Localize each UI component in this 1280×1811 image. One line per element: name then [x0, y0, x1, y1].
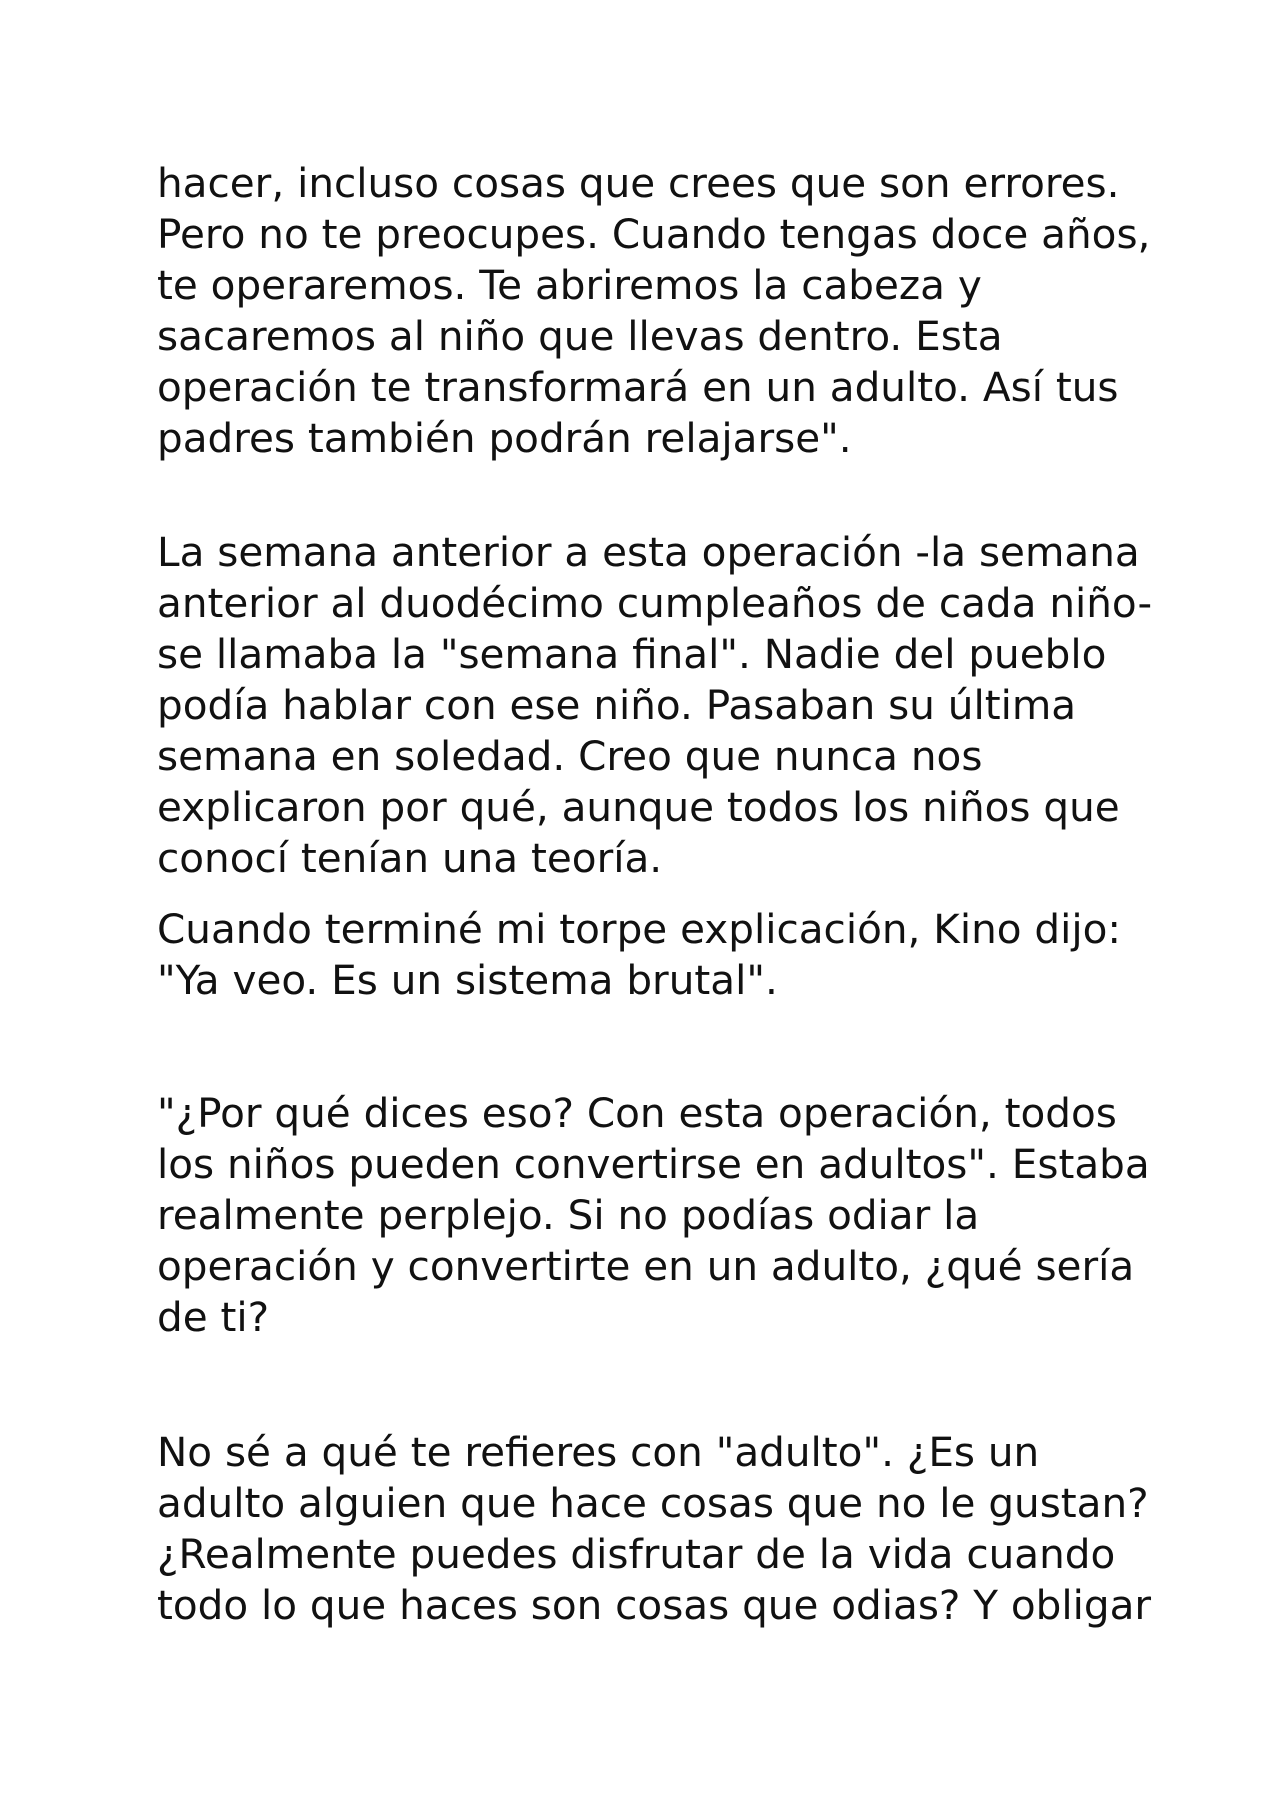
text-line: adulto alguien que hace cosas que no le gustan?	[157, 1479, 1149, 1527]
text-line: explicaron por qué, aunque todos los niños que	[157, 783, 1120, 831]
text-line: sacaremos al niño que llevas dentro. Esta	[157, 312, 1003, 360]
text-line: hacer, incluso cosas que crees que son errores.	[157, 159, 1120, 207]
text-line: "¿Por qué dices eso? Con esta operación, todos	[157, 1089, 1117, 1137]
text-line: realmente perplejo. Si no podías odiar la	[157, 1191, 980, 1239]
text-line: La semana anterior a esta operación -la semana	[157, 528, 1140, 576]
text-line: te operaremos. Te abriremos la cabeza y	[157, 261, 982, 309]
text-line: ¿Realmente puedes disfrutar de la vida cuando	[157, 1530, 1116, 1578]
text-line: todo lo que haces son cosas que odias? Y obligar	[157, 1581, 1152, 1629]
text-line: "Ya veo. Es un sistema brutal".	[157, 956, 778, 1004]
text-line: Cuando terminé mi torpe explicación, Kino dijo:	[157, 905, 1122, 953]
text-line: operación y convertirte en un adulto, ¿qué sería	[157, 1242, 1135, 1290]
text-line: anterior al duodécimo cumpleaños de cada niño-	[157, 579, 1153, 627]
text-line: Pero no te preocupes. Cuando tengas doce años,	[157, 210, 1151, 258]
text-line: podía hablar con ese niño. Pasaban su última	[157, 681, 1077, 729]
text-line: se llamaba la "semana final". Nadie del pueblo	[157, 630, 1107, 678]
text-line: padres también podrán relajarse".	[157, 414, 852, 462]
text-line: operación te transformará en un adulto. Así tus	[157, 363, 1119, 411]
text-line: conocí tenían una teoría.	[157, 834, 663, 882]
text-line: los niños pueden convertirse en adultos". Estaba	[157, 1140, 1150, 1188]
text-line: No sé a qué te refieres con "adulto". ¿Es un	[157, 1428, 1040, 1476]
text-line: semana en soledad. Creo que nunca nos	[157, 732, 983, 780]
text-line: de ti?	[157, 1293, 270, 1341]
